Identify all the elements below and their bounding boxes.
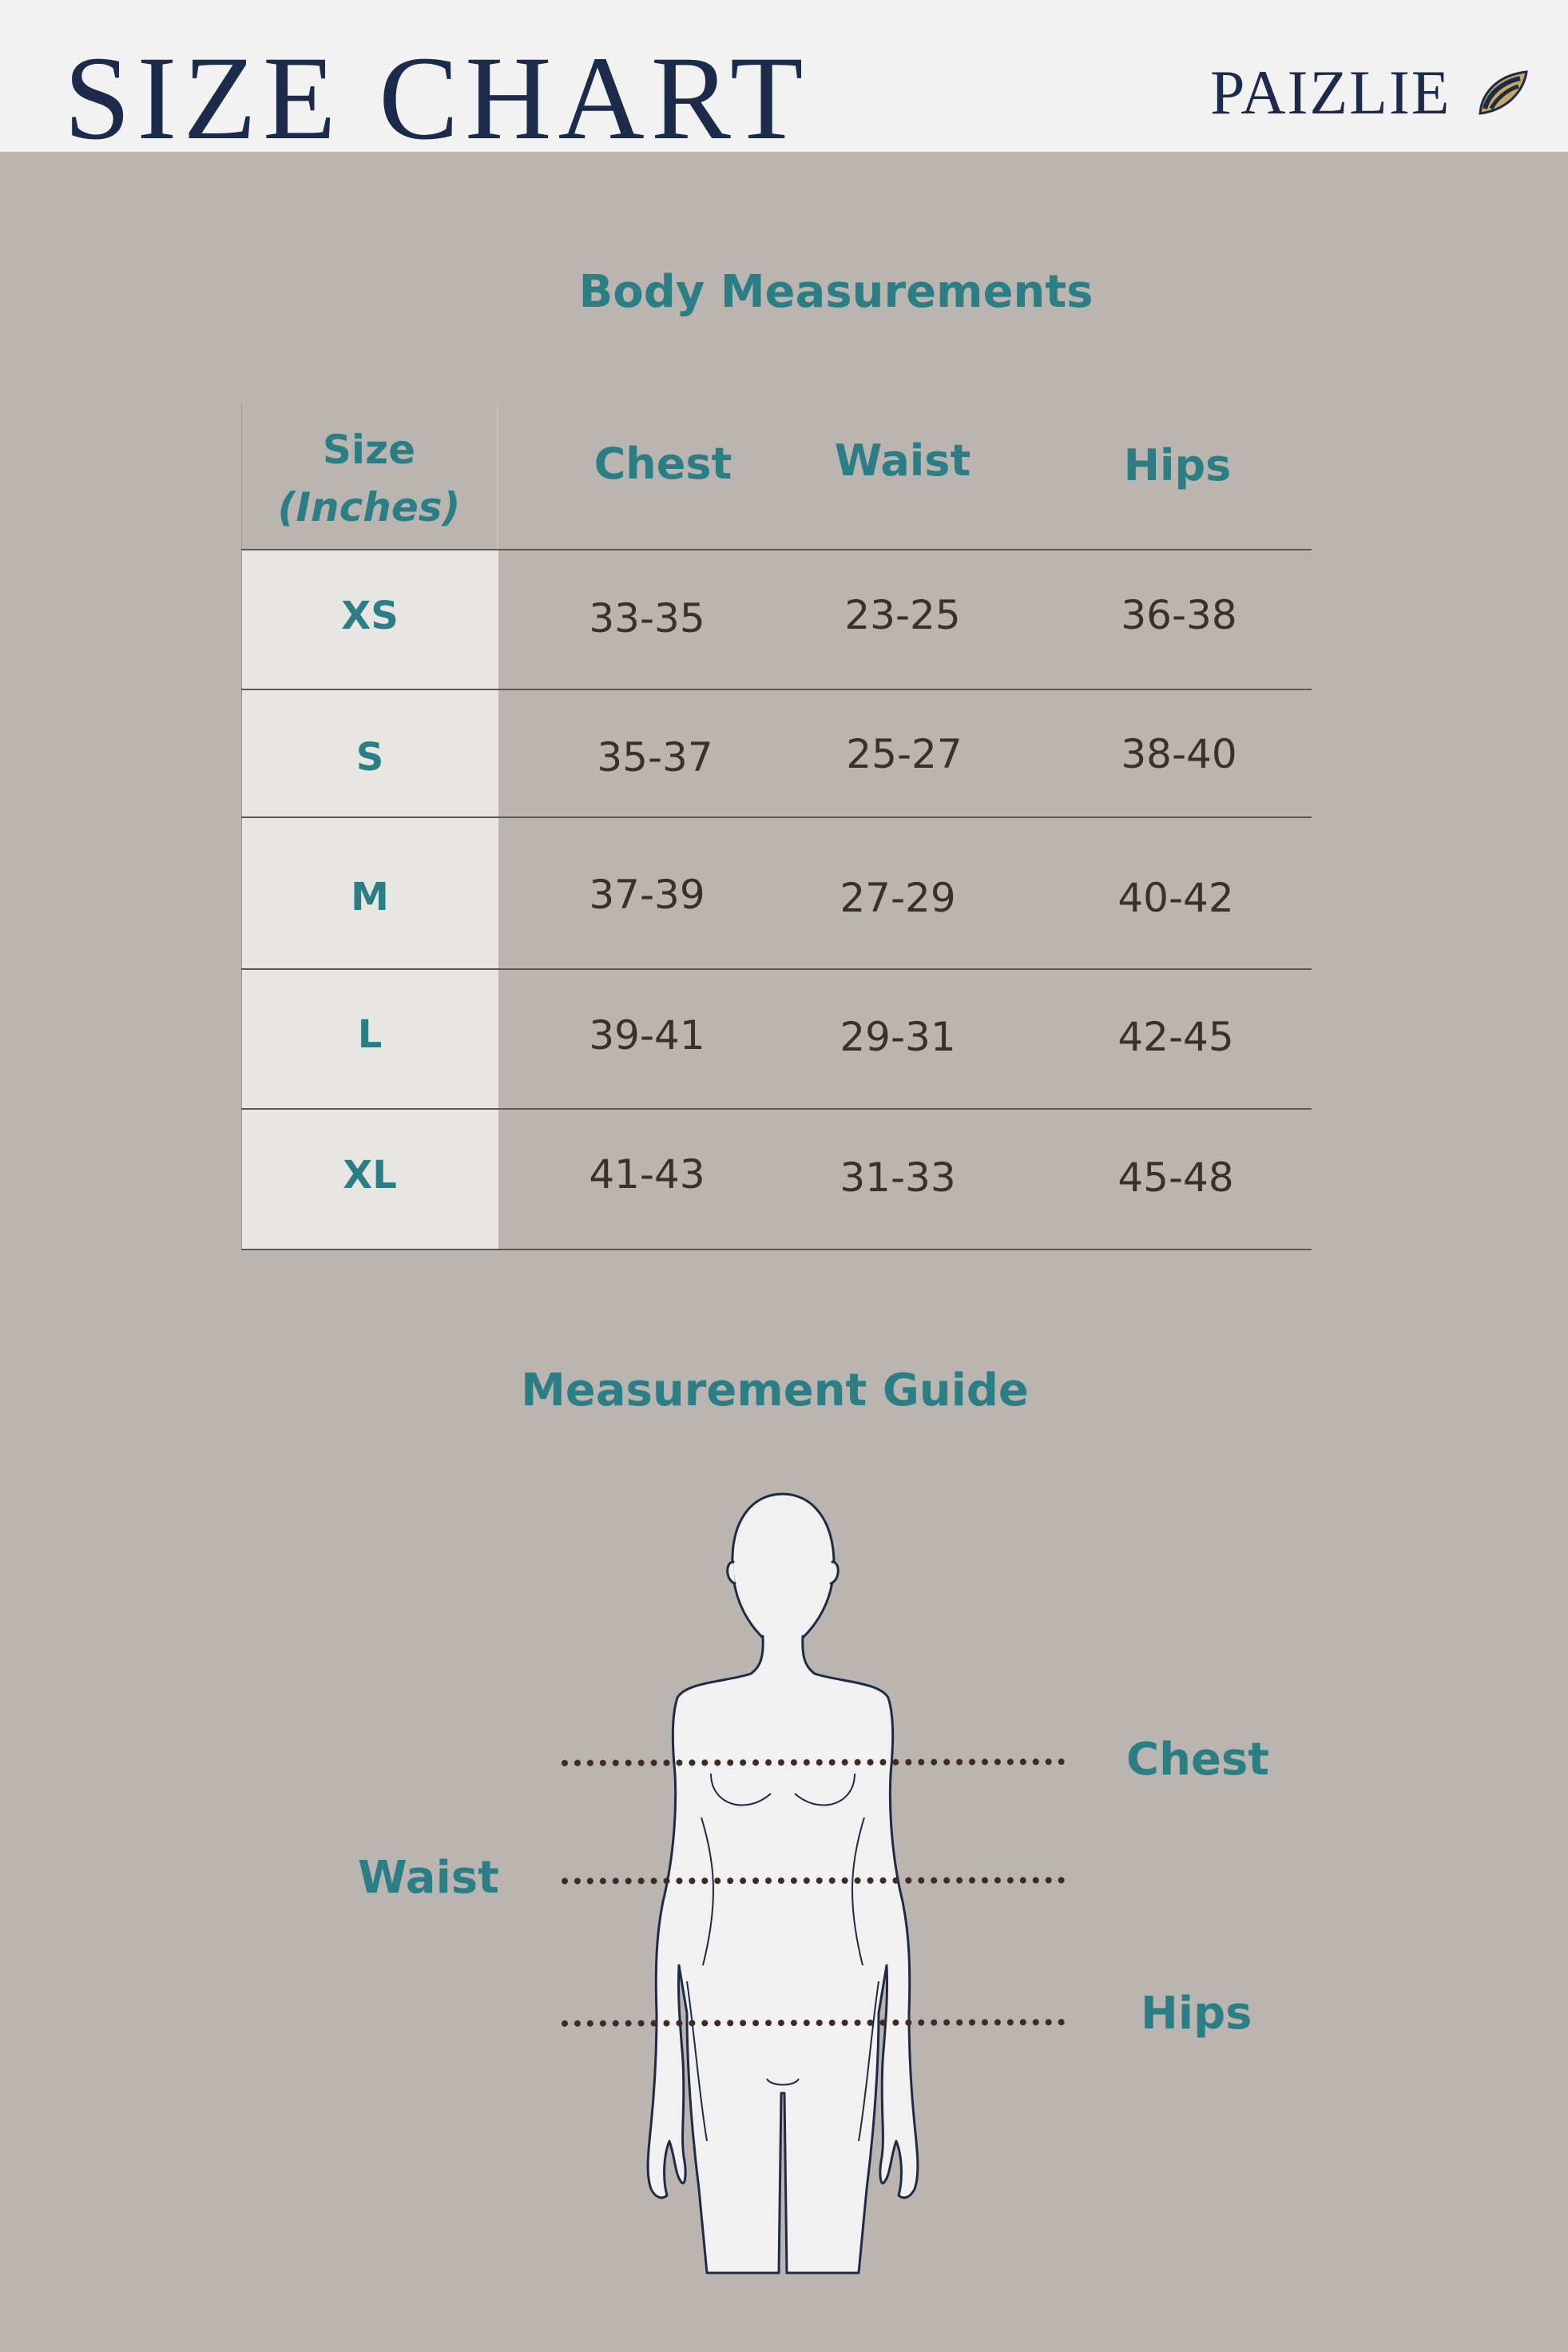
size-cell: XL [343, 1153, 397, 1198]
waist-value: 31-33 [840, 1154, 956, 1201]
hips-value: 45-48 [1117, 1154, 1234, 1201]
leaf-logo-icon [1474, 69, 1530, 117]
hips-value: 42-45 [1117, 1014, 1234, 1060]
unit-label: (Inches) [277, 484, 461, 530]
chest-column-header: Chest [593, 439, 732, 489]
chest-value: 37-39 [589, 872, 705, 918]
chest-guide-label: Chest [1126, 1734, 1270, 1786]
chest-value: 41-43 [589, 1151, 705, 1198]
header-separator [497, 403, 498, 550]
waist-measure-line [562, 1877, 1065, 1884]
size-cell: S [355, 735, 384, 780]
size-cell: XS [341, 594, 399, 638]
size-column-header [241, 421, 497, 536]
size-table [241, 403, 1312, 1250]
chest-value: 33-35 [589, 595, 705, 642]
waist-guide-label: Waist [358, 1852, 499, 1904]
chest-value: 39-41 [589, 1012, 705, 1059]
waist-column-header: Waist [834, 435, 971, 486]
table-divider [241, 1249, 1312, 1250]
size-cell: L [357, 1012, 383, 1057]
waist-value: 23-25 [844, 592, 961, 638]
chest-measure-line [562, 1758, 1065, 1766]
hips-value: 38-40 [1121, 731, 1237, 777]
size-cell: M [351, 875, 389, 920]
table-divider [241, 1108, 1312, 1110]
waist-value: 29-31 [840, 1014, 956, 1060]
page-title: SIZE CHART [64, 32, 810, 165]
hips-measure-line [562, 2019, 1065, 2027]
waist-value: 27-29 [840, 875, 956, 921]
table-divider [241, 549, 1312, 550]
measurement-guide-heading: Measurement Guide [521, 1365, 1029, 1416]
hips-value: 40-42 [1117, 875, 1234, 921]
waist-value: 25-27 [846, 731, 963, 777]
hips-value: 36-38 [1121, 592, 1237, 638]
page-header [0, 0, 1568, 165]
hips-guide-label: Hips [1141, 1988, 1252, 2040]
table-divider [241, 968, 1312, 970]
table-divider [241, 689, 1312, 690]
body-measurements-heading: Body Measurements [578, 266, 1094, 318]
size-header-label: Size [322, 427, 416, 473]
hips-column-header: Hips [1123, 440, 1232, 491]
chest-value: 35-37 [597, 734, 713, 781]
brand-name: PAIZLIE [1210, 58, 1451, 127]
table-divider [241, 816, 1312, 818]
